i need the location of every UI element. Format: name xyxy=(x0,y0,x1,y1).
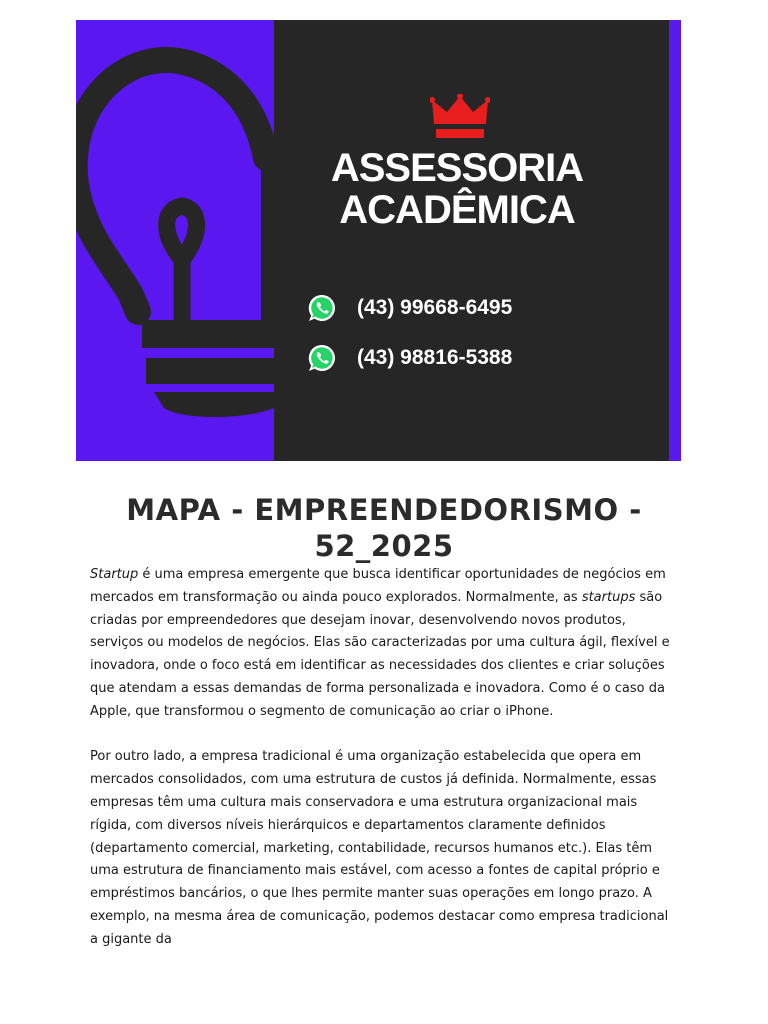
whatsapp-icon xyxy=(306,342,338,374)
phone-number-2: (43) 98816-5388 xyxy=(357,346,513,369)
document-body xyxy=(90,564,680,974)
phone-number-1: (43) 99668-6495 xyxy=(357,296,513,319)
term-startup: Startup xyxy=(90,567,139,582)
phone-row-2 xyxy=(306,341,512,375)
phone-row-1 xyxy=(306,291,512,325)
brand-name-line-1: ASSESSORIA xyxy=(330,146,584,190)
paragraph-traditional-company: Por outro lado, a empresa tradicional é uma organização estabelecida que opera em mercados consolidados, com uma estrutura de custos já definida. Normalmente, essas empresas têm uma cultura mais conservadora e uma estrutura organizacional mais rígida, com diversos níveis hierárquicos e departamentos claramente definidos (departamento comercial, marketing, contabilidade, recursos humanos etc.). Elas têm uma estrutura de financiamento mais estável, com acesso a fontes de capital próprio e empréstimos bancários, o que lhes permite manter suas operações em longo prazo. A exemplo, na mesma área de comunicação, podemos destacar como empresa tradicional a gigante da xyxy=(90,749,669,947)
whatsapp-icon xyxy=(306,292,338,324)
brand-name-line-2: ACADÊMICA xyxy=(339,188,575,232)
paragraph-startup xyxy=(90,564,680,724)
lightbulb-icon xyxy=(76,20,274,461)
document-title: MAPA - EMPREENDEDORISMO - 52_2025 xyxy=(126,493,642,563)
paragraph-text: é uma empresa emergente que busca identificar oportunidades de negócios em mercados em transformação ou ainda pouco explorados. Normalmente, as xyxy=(90,567,666,605)
cover-banner xyxy=(76,20,681,461)
paragraph-text: são criadas por empreendedores que desejam inovar, desenvolvendo novos produtos, serviços ou modelos de negócios. Elas são caracterizadas por uma cultura ágil, flexível e inovadora, onde o foco está em identificar as necessidades dos clientes e criar soluções que atendam a essas demandas de forma personalizada e inovadora. Como é o caso da Apple, que transformou o segmento de comunicação ao criar o iPhone. xyxy=(90,589,670,719)
crown-icon xyxy=(430,94,490,140)
term-startups: startups xyxy=(581,589,636,605)
banner-purple-edge xyxy=(669,20,681,461)
